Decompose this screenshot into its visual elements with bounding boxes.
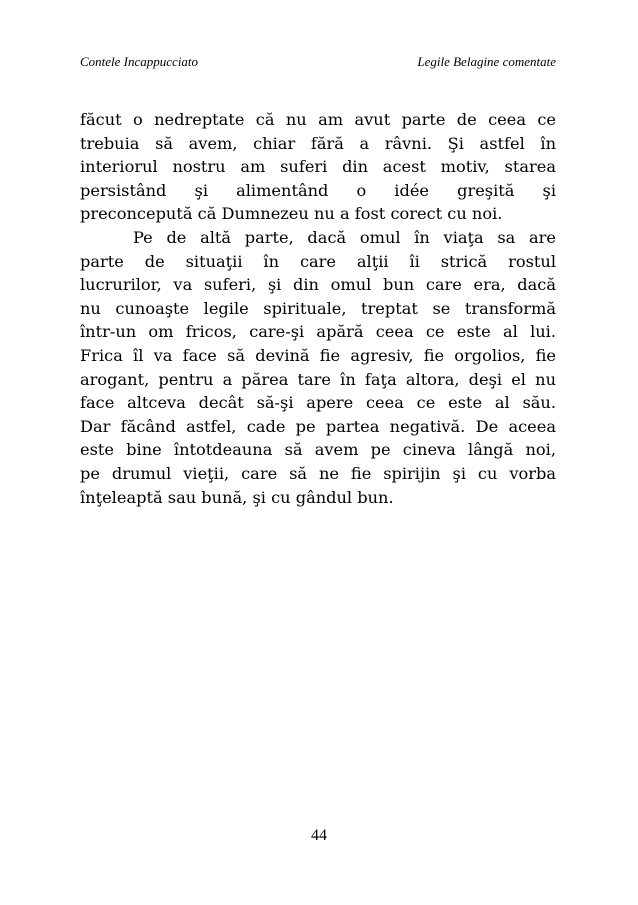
text-line: persistând şi alimentând o idée greşită şi [80,180,556,200]
page-number: 44 [311,827,327,844]
text-line: Dar făcând astfel, cade pe partea negativă. De aceea [80,416,556,436]
text-line: într-un om fricos, care-şi apără ceea ce este al lui. [80,322,556,342]
text-line: interiorul nostru am suferi din acest motiv, starea [80,157,556,177]
text-line: lucrurilor, va suferi, şi din omul bun care era, dacă [80,275,556,295]
text-line: preconcepută că Dumnezeu nu a fost corect cu noi. [80,204,503,224]
text-line: arogant, pentru a părea tare în faţa altora, deşi el nu [80,369,556,389]
text-line: parte de situaţii în care alţii îi strică rostul [80,251,556,271]
running-header [80,54,556,74]
text-line: Pe de altă parte, dacă omul în viaţa sa are [133,227,556,247]
text-line: este bine întotdeauna să avem pe cineva lângă noi, [80,440,556,460]
header-author: Contele Incappucciato [80,54,199,69]
text-line: făcut o nedreptate că nu am avut parte de ceea ce [80,110,556,129]
text-line: pe drumul vieţii, care să ne fie spirijin şi cu vorba [80,463,556,483]
text-line: înţeleaptă sau bună, şi cu gândul bun. [80,487,394,507]
text-line: trebuia să avem, chiar fără a râvni. Şi astfel în [80,133,556,153]
header-book-title: Legile Belagine comentate [417,54,556,69]
body-text [80,108,556,509]
text-line: Frica îl va face să devină fie agresiv, fie orgolios, fie [80,345,556,365]
text-line: face altceva decât să-şi apere ceea ce este al său. [80,393,556,413]
text-line: nu cunoaşte legile spirituale, treptat se transformă [80,298,556,318]
